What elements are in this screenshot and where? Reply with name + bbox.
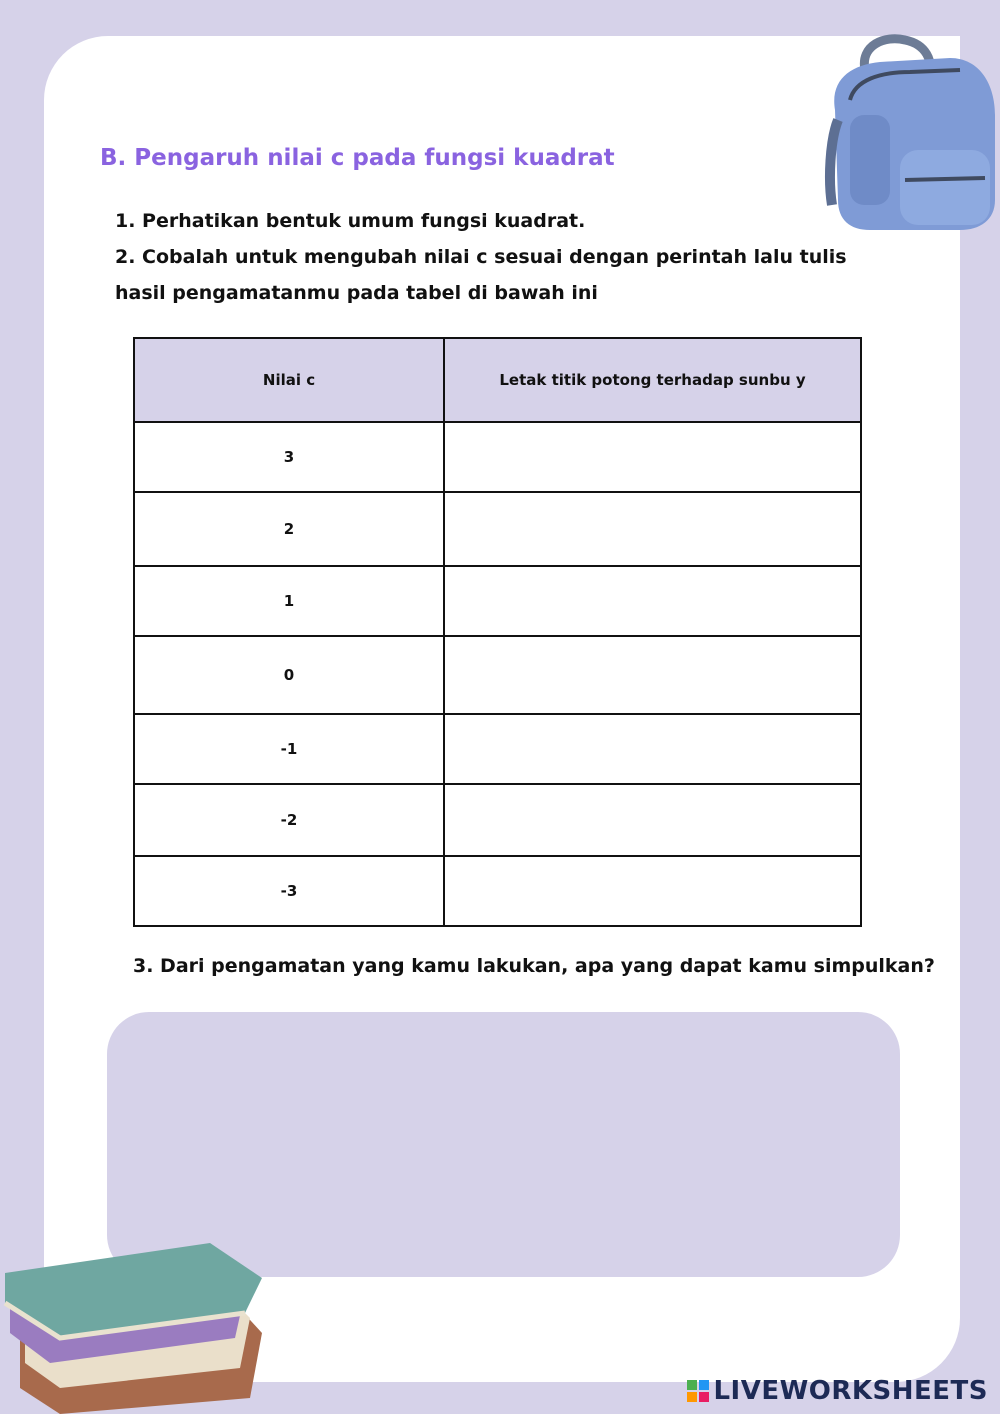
liveworksheets-text: LIVEWORKSHEETS	[713, 1376, 988, 1406]
c-value-cell: -2	[134, 784, 444, 856]
answer-cell[interactable]	[444, 422, 861, 492]
answer-cell[interactable]	[444, 492, 861, 566]
table-row	[134, 566, 861, 636]
table-row	[134, 492, 861, 566]
c-value-cell: -1	[134, 714, 444, 784]
table-header-row	[134, 338, 861, 422]
table-row	[134, 856, 861, 926]
header-letak-titik: Letak titik potong terhadap sunbu y	[444, 338, 861, 422]
c-value-cell: 3	[134, 422, 444, 492]
table-row	[134, 714, 861, 784]
answer-cell[interactable]	[444, 714, 861, 784]
liveworksheets-branding	[687, 1376, 988, 1406]
instruction-step-2: 2. Cobalah untuk mengubah nilai c sesuai dengan perintah lalu tulis hasil pengamatanmu pada tabel di bawah ini	[115, 246, 847, 304]
c-value-cell: 1	[134, 566, 444, 636]
table-row	[134, 636, 861, 714]
c-value-cell: 2	[134, 492, 444, 566]
c-value-cell: -3	[134, 856, 444, 926]
answer-cell[interactable]	[444, 636, 861, 714]
table-row	[134, 422, 861, 492]
backpack-illustration	[810, 30, 1000, 230]
instructions	[115, 203, 855, 311]
answer-cell[interactable]	[444, 566, 861, 636]
section-title: B. Pengaruh nilai c pada fungsi kuadrat	[100, 145, 615, 171]
books-illustration	[0, 1238, 270, 1414]
answer-cell[interactable]	[444, 856, 861, 926]
question-3: 3. Dari pengamatan yang kamu lakukan, apa yang dapat kamu simpulkan?	[133, 955, 935, 977]
c-value-cell: 0	[134, 636, 444, 714]
header-nilai-c: Nilai c	[134, 338, 444, 422]
table-row	[134, 784, 861, 856]
liveworksheets-logo-icon	[687, 1380, 709, 1402]
observation-table	[133, 337, 862, 927]
instruction-step-1: 1. Perhatikan bentuk umum fungsi kuadrat.	[115, 210, 586, 232]
answer-cell[interactable]	[444, 784, 861, 856]
